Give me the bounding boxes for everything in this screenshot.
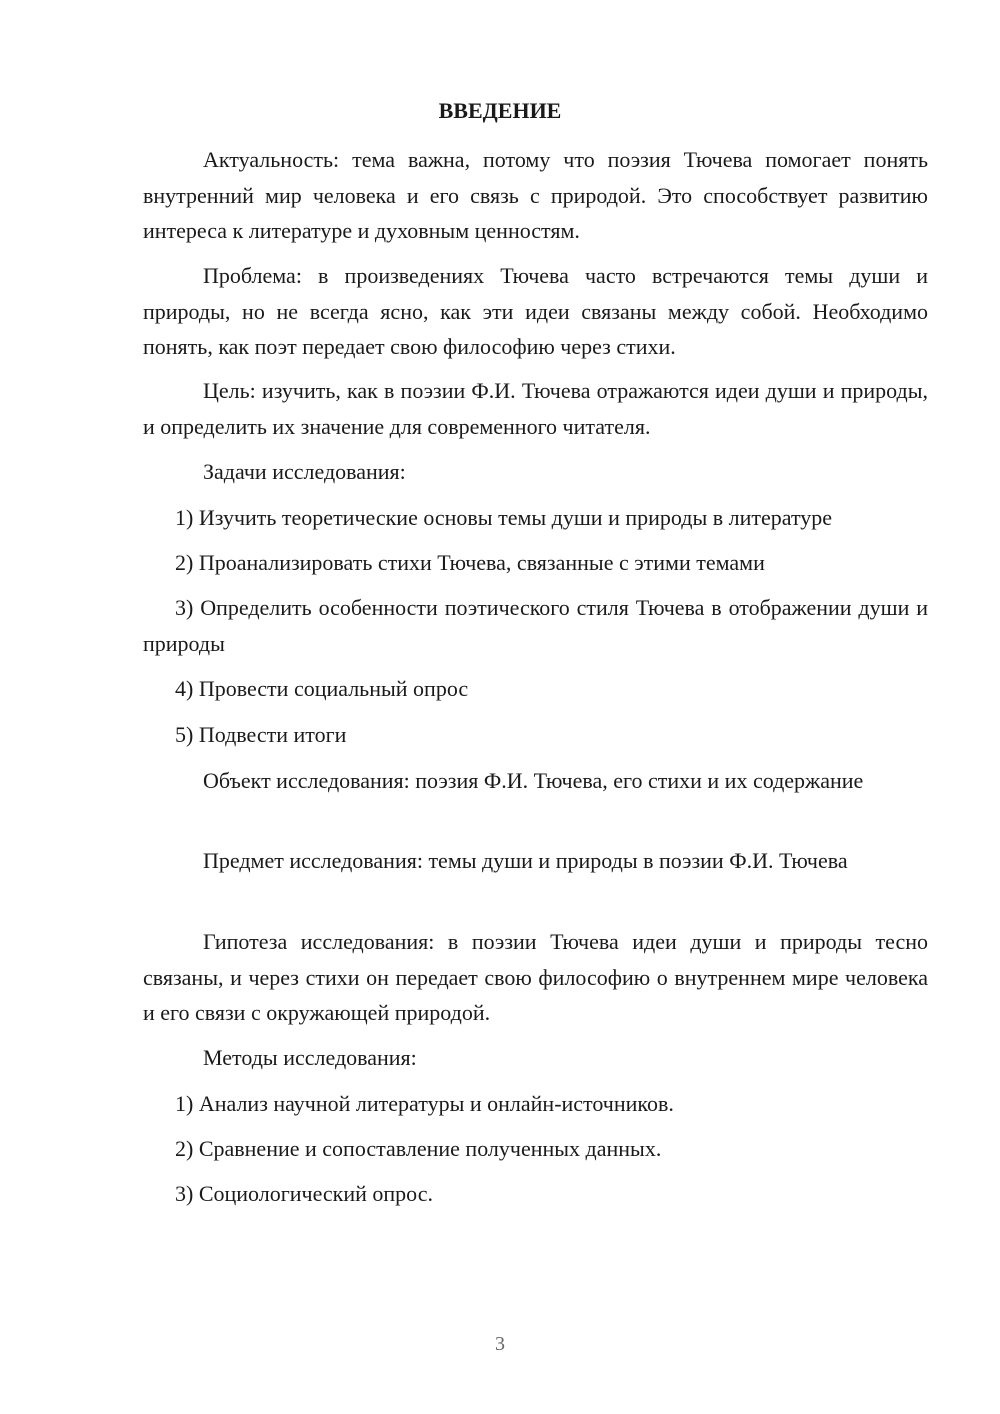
paragraph-relevance: Актуальность: тема важна, потому что поэзия Тючева помогает понять внутренний мир человека и его связь с природой. Это способствует развитию интереса к литературе и духовным ценностям. bbox=[143, 147, 928, 243]
task-item-2: 2) Проанализировать стихи Тючева, связанные с этими темами bbox=[175, 550, 765, 575]
task-item-5: 5) Подвести итоги bbox=[175, 722, 347, 747]
method-item-2: 2) Сравнение и сопоставление полученных данных. bbox=[175, 1136, 662, 1161]
method-item-1: 1) Анализ научной литературы и онлайн-источников. bbox=[175, 1091, 674, 1116]
paragraph-subject: Предмет исследования: темы души и природы в поэзии Ф.И. Тючева bbox=[203, 848, 848, 873]
paragraph-problem: Проблема: в произведениях Тючева часто встречаются темы души и природы, но не всегда ясно, как эти идеи связаны между собой. Необходимо понять, как поэт передает свою философию через стихи. bbox=[143, 263, 928, 359]
paragraph-goal: Цель: изучить, как в поэзии Ф.И. Тючева отражаются идеи души и природы, и определить их значение для современного читателя. bbox=[143, 378, 928, 439]
paragraph-object: Объект исследования: поэзия Ф.И. Тючева, его стихи и их содержание bbox=[203, 768, 864, 793]
page-number: 3 bbox=[495, 1333, 505, 1355]
methods-heading: Методы исследования: bbox=[203, 1045, 417, 1070]
method-item-3: 3) Социологический опрос. bbox=[175, 1181, 433, 1206]
task-item-1: 1) Изучить теоретические основы темы души и природы в литературе bbox=[175, 505, 833, 530]
task-item-3: 3) Определить особенности поэтического стиля Тючева в отображении души и природы bbox=[143, 595, 928, 656]
page-title: ВВЕДЕНИЕ bbox=[438, 98, 562, 123]
task-item-4: 4) Провести социальный опрос bbox=[175, 676, 469, 701]
paragraph-hypothesis: Гипотеза исследования: в поэзии Тючева идеи души и природы тесно связаны, и через стихи он передает свою философию о внутреннем мире человека и его связи с окружающей природой. bbox=[143, 929, 928, 1025]
tasks-heading: Задачи исследования: bbox=[203, 459, 406, 484]
